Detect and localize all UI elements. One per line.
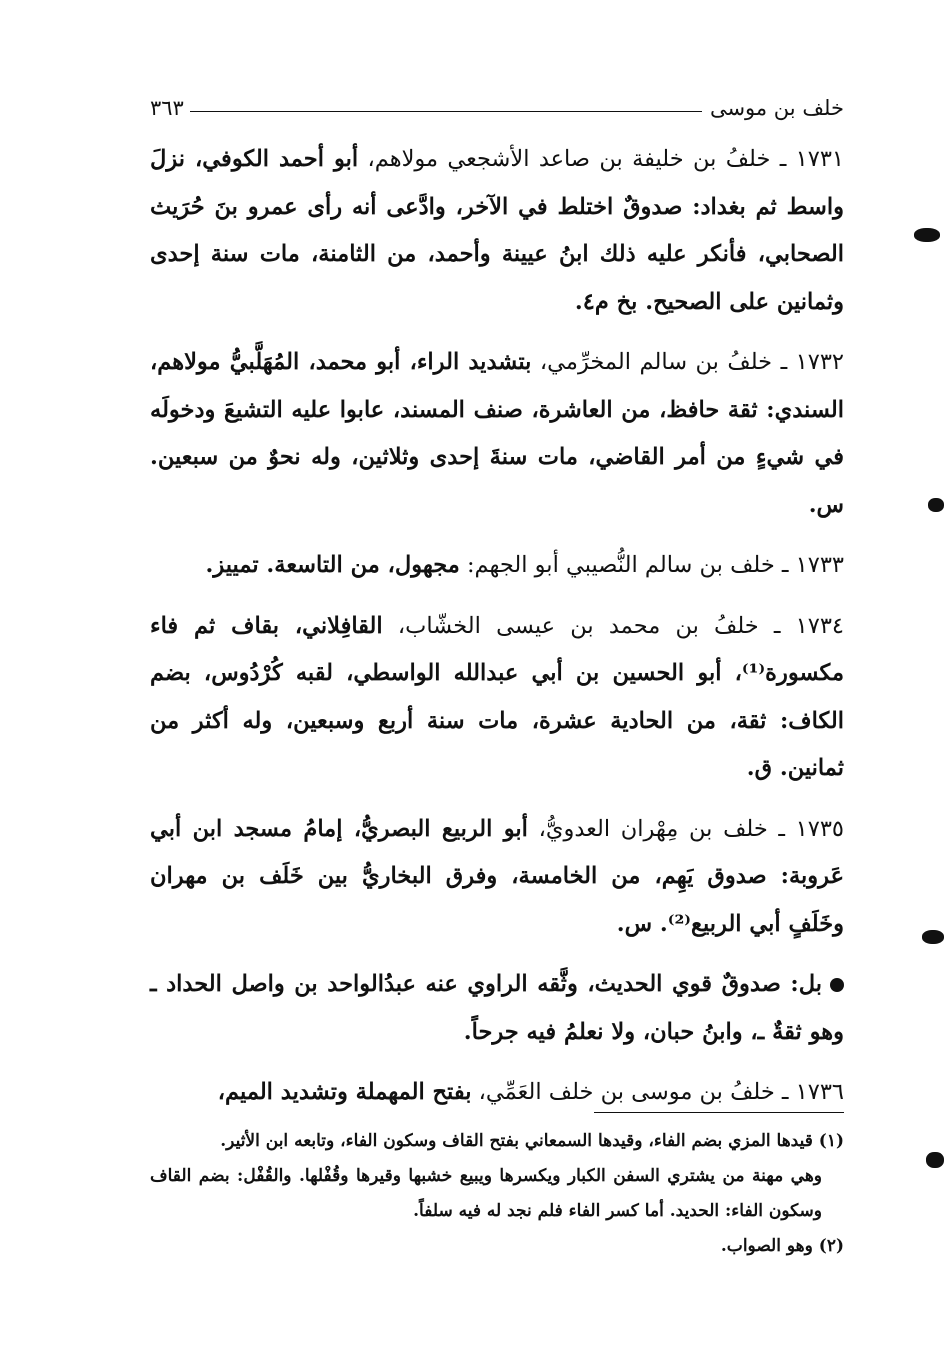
- entry-1731: [150, 136, 844, 326]
- header-rule: [190, 111, 702, 112]
- entry-1732: [150, 339, 844, 529]
- page-number: ٣٦٣: [150, 96, 184, 120]
- footnote-2: (٢) وهو الصواب.: [720, 1236, 844, 1256]
- entry-description: مجهول، من التاسعة. تمييز.: [205, 552, 460, 578]
- entry-number: ١٧٣١ ـ: [779, 146, 845, 172]
- entry-description: أبو أحمد الكوفي، نزلَ واسط ثم بغداد: صدوقٌ اختلط في الآخر، وادَّعى أنه رأى عمرو بنَ حُرَيث الصحابي، فأنكر عليه ذلك ابنُ عيينة وأحمد، من الثامنة، مات سنة إحدى وثمانين على الصحيح. بخ م٤.: [150, 146, 844, 315]
- entry-name: خلفُ بن محمد بن عيسى الخشّاب،: [397, 612, 759, 639]
- entry-name: خلف بن مِهْران العدويُّ،: [538, 815, 768, 842]
- entry-1736: [150, 1069, 844, 1117]
- footnote-1: (١) قيدها المزي بضم الفاء، وقيدها السمعاني بفتح القاف وسكون الفاء، وتابعه ابن الأثير.: [220, 1131, 844, 1151]
- margin-mark: [928, 498, 944, 512]
- entry-1733: [150, 542, 844, 590]
- entry-description: أبو الربيع البصريُّ، إمامُ مسجد ابن أبي عَروبة: صدوق يَهِم، من الخامسة، وفرق البخاريُّ بين خَلَف بن مهران وخَلَفٍ أبي الربيع⁽²⁾. س.: [150, 815, 844, 937]
- entry-number: ١٧٣٦ ـ: [781, 1079, 844, 1105]
- bullet-icon: [830, 978, 844, 992]
- margin-mark: [926, 1152, 944, 1168]
- footnotes: [150, 1124, 844, 1264]
- entry-description: بفتح المهملة وتشديد الميم،: [217, 1079, 472, 1105]
- editor-note: [150, 961, 844, 1056]
- entry-name: خلفُ بن موسى بن خلف العَمِّي،: [478, 1079, 775, 1105]
- entry-1735: [150, 806, 844, 949]
- running-title: خلف بن موسى: [709, 96, 844, 120]
- entry-number: ١٧٣٣ ـ: [781, 552, 844, 578]
- entry-number: ١٧٣٢ ـ: [780, 349, 845, 375]
- margin-mark: [914, 228, 940, 242]
- entry-name: خلف بن سالم النُّصيبي أبو الجهم:: [466, 552, 775, 578]
- entry-1734: [150, 603, 844, 793]
- entry-number: ١٧٣٥ ـ: [778, 815, 845, 842]
- entry-number: ١٧٣٤ ـ: [773, 612, 845, 639]
- editor-note-text: بل: صدوقٌ قوي الحديث، وثَّقه الراوي عنه عبدُالواحد بن واصل الحداد ـ وهو ثقةٌ ـ، وابنُ حبان، ولا نعلمُ فيه جرحاً.: [150, 971, 844, 1045]
- running-header: [150, 88, 844, 120]
- entry-description: بتشديد الراء، أبو محمد، المُهَلَّبيُّ مولاهم، السندي: ثقة حافظ، من العاشرة، صنف المسند، عابوا عليه التشيعَ ودخولَه في شيءٍ من أمر القاضي، مات سنةَ إحدى وثلاثين، وله نحوٌ من سبعين. س.: [150, 349, 844, 518]
- footnote-separator: [594, 1112, 844, 1113]
- main-text: [150, 136, 844, 1130]
- entry-description: القافِلاني، بقاف ثم فاء مكسورة⁽¹⁾، أبو الحسين بن أبي عبدالله الواسطي، لقبه كُرْدُوس، بضم الكاف: ثقة، من الحادية عشرة، مات سنة أربع وسبعين، وله أكثر من ثمانين. ق.: [150, 612, 844, 781]
- entry-name: خلفُ بن سالم المخرِّمي،: [539, 349, 773, 375]
- footnote-1-continuation: وهي مهنة من يشتري السفن الكبار ويكسرها ويبيع خشبها وقيرها وقُفْلها. والقُفْل: بضم القاف وسكون الفاء: الحديد. أما كسر الفاء فلم نجد له فيه سلفاً.: [150, 1166, 822, 1221]
- entry-name: خلفُ بن خليفة بن صاعد الأشجعي مولاهم،: [367, 146, 771, 172]
- margin-mark: [922, 930, 944, 944]
